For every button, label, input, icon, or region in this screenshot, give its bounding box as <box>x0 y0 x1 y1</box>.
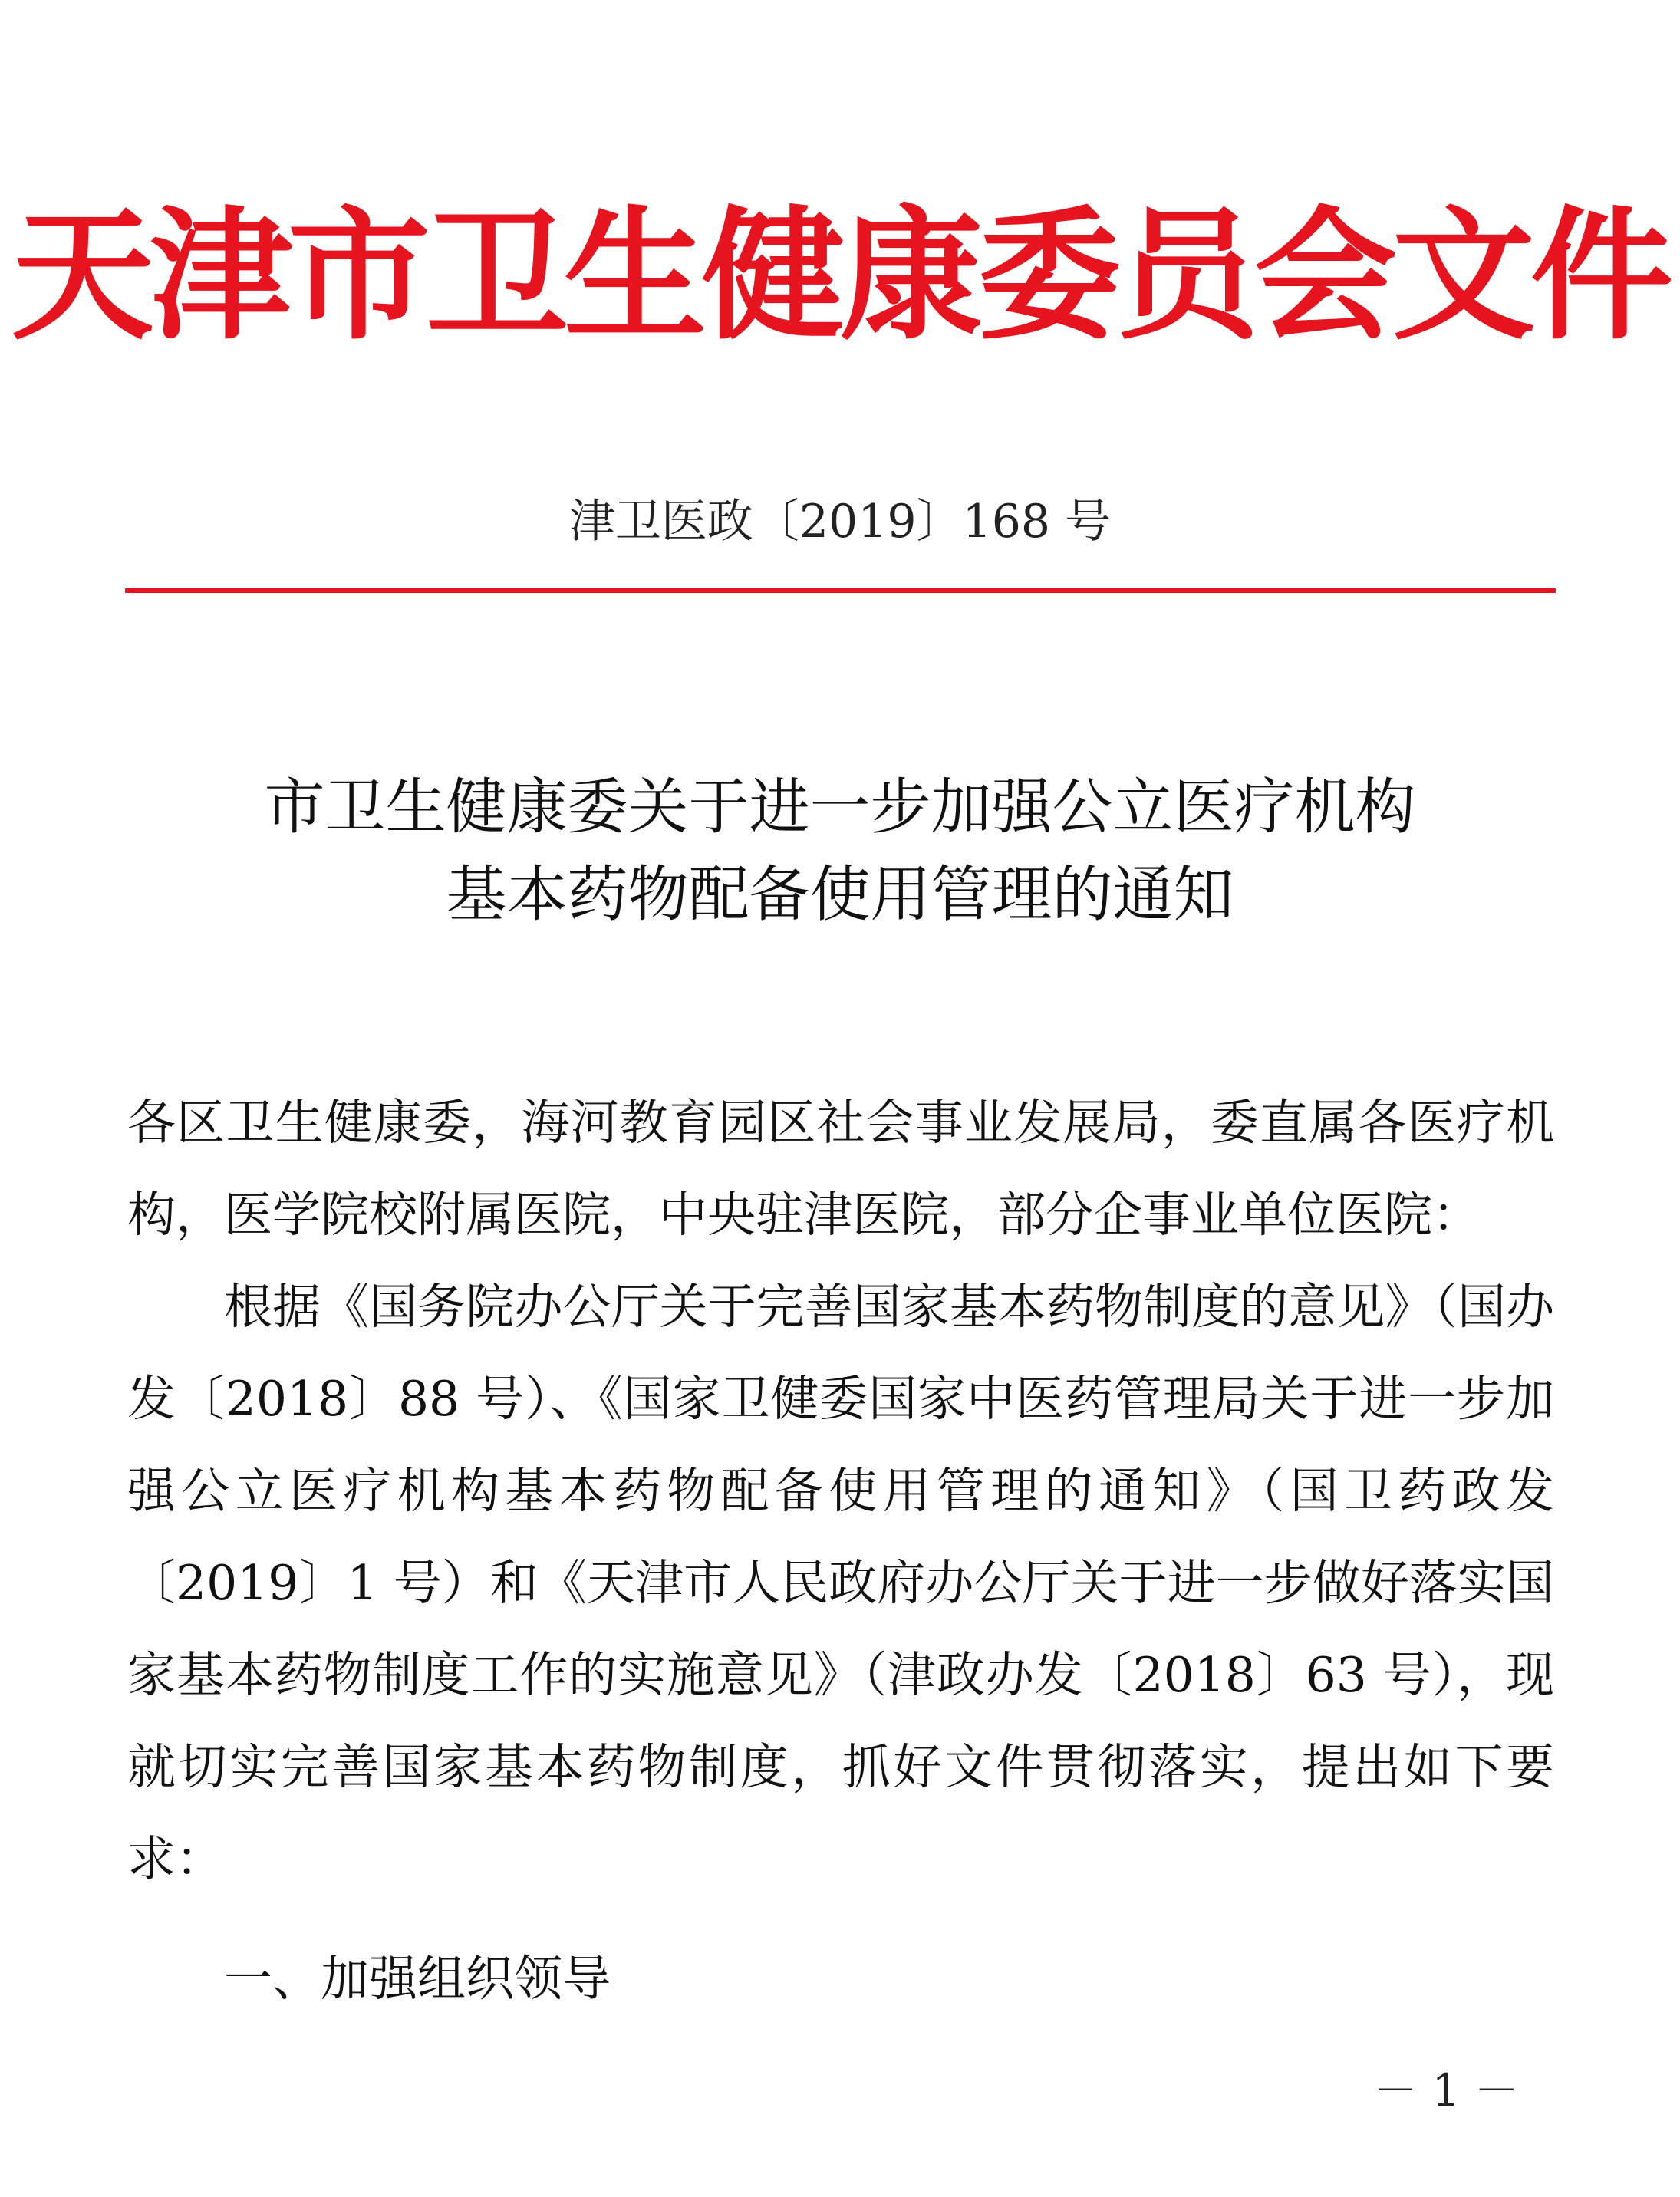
notice-title-line-2: 基本药物配备使用管理的通知 <box>446 859 1234 930</box>
addressee-paragraph: 各区卫生健康委，海河教育园区社会事业发展局，委直属各医疗机构，医学院校附属医院，中央驻津医院，部分企事业单位医院： <box>127 1095 1554 1243</box>
notice-title <box>0 763 1680 938</box>
body-paragraph-1: 根据《国务院办公厅关于完善国家基本药物制度的意见》（国办发〔2018〕88 号）、《国家卫健委国家中医药管理局关于进一步加强公立医疗机构基本药物配备使用管理的通知》（国卫药政发〔2019〕1 号）和《天津市人民政府办公厅关于进一步做好落实国家基本药物制度工作的实施意见》（津政办发〔2018〕63 号），现就切实完善国家基本药物制度，抓好文件贯彻落实，提出如下要求： <box>127 1279 1554 1887</box>
page-number: － 1 － <box>1373 2064 1519 2116</box>
section-heading-1: 一、加强组织领导 <box>224 1951 611 2007</box>
red-divider-line <box>125 588 1556 593</box>
notice-title-line-1: 市卫生健康委关于进一步加强公立医疗机构 <box>264 772 1416 842</box>
body-text <box>127 1077 1554 1905</box>
masthead-title: 天津市卫生健康委员会文件 <box>11 193 1668 359</box>
document-number: 津卫医政〔2019〕168 号 <box>568 495 1112 548</box>
